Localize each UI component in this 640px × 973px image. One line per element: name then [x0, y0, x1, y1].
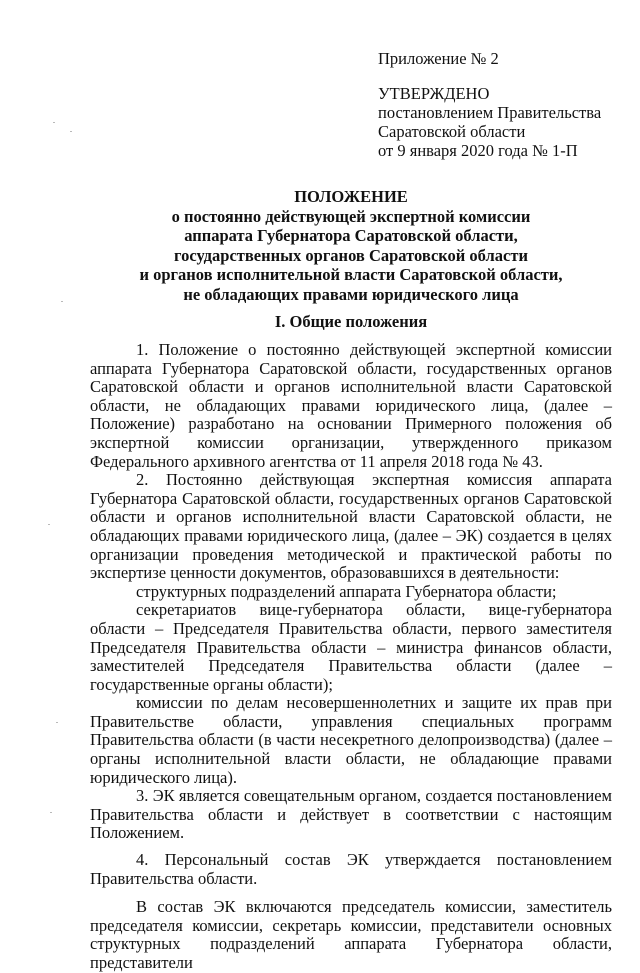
scan-speck [56, 722, 58, 723]
heading-line: о постоянно действующей экспертной комиссии [171, 206, 531, 226]
paragraph: 3. ЭК является совещательным органом, создается постановлением Правительства области и действует в соответствии с настоящим Положением. [90, 786, 612, 843]
paragraph: 4. Персональный состав ЭК утверждается постановлением Правительства области. [90, 850, 612, 888]
heading-line: не обладающих правами юридического лица [183, 284, 519, 304]
document-title: ПОЛОЖЕНИЕ [294, 187, 408, 206]
paragraph: 2. Постоянно действующая экспертная комиссия аппарата Губернатора Саратовской области, государственных органов Саратовской области и органов исполнительной власти Саратовской области, не обладающих правами юридического лица, (далее – ЭК) создается в целях организации проведения методической и практической работы по экспертизе ценности документов, образовавшихся в деятельности: [90, 470, 612, 583]
approval-line: постановлением Правительства [378, 103, 602, 122]
paragraph: структурных подразделений аппарата Губернатора области; [136, 581, 557, 601]
appendix-block [378, 49, 628, 160]
scan-speck [53, 122, 55, 123]
scan-speck [50, 812, 52, 813]
section-title: I. Общие положения [274, 312, 428, 331]
paragraph: 1. Положение о постоянно действующей экспертной комиссии аппарата Губернатора Саратовской области, государственных органов Саратовской области и органов исполнительной власти Саратовской области, не обладающих правами юридического лица, (далее – Положение) разработано на основании Примерного положения об экспертной комиссии организации, утвержденного приказом Федерального архивного агентства от 11 апреля 2018 года № 43. [90, 340, 612, 471]
scan-speck [48, 524, 50, 525]
scan-speck [70, 131, 72, 132]
appendix-number: Приложение № 2 [378, 49, 499, 68]
approval-line: от 9 января 2020 года № 1-П [378, 141, 578, 160]
paragraph: комиссии по делам несовершеннолетних и защите их прав при Правительстве области, управления специальных программ Правительства области (в части несекретного делопроизводства) (далее – органы исполнительной власти области, не обладающие правами юридического лица). [90, 693, 612, 787]
approval-line: Саратовской области [378, 122, 526, 141]
scan-speck [61, 301, 63, 302]
paragraph: секретариатов вице-губернатора области, вице-губернатора области – Председателя Правительства области, первого заместителя Председателя Правительства области – министра финансов области, заместителей Председателя Правительства области (далее – государственные органы области); [90, 600, 612, 694]
heading-line: государственных органов Саратовской области [174, 245, 528, 265]
heading-line: аппарата Губернатора Саратовской области, [184, 226, 518, 245]
document-body [90, 341, 612, 973]
heading-line: и органов исполнительной власти Саратовской области, [139, 265, 563, 284]
approval-stamp-text: УТВЕРЖДЕНО [378, 84, 490, 103]
paragraph: В состав ЭК включаются председатель комиссии, заместитель председателя комиссии, секретарь комиссии, представители основных структурных подразделений аппарата Губернатора области, представители [90, 897, 612, 972]
document-heading [90, 187, 612, 304]
